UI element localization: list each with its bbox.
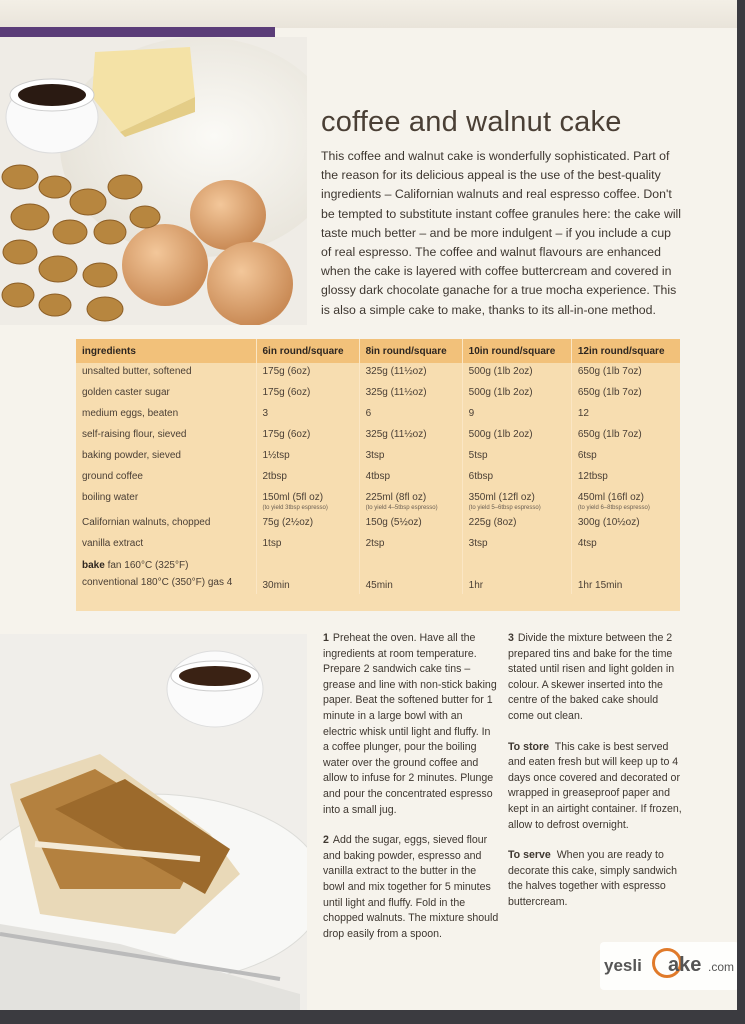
ingredient-name: ground coffee (76, 468, 256, 489)
table-cell: 6 (359, 405, 462, 426)
table-cell: 75g (2½oz) (256, 514, 359, 535)
table-cell: 650g (1lb 7oz) (577, 429, 642, 440)
ingredient-name: vanilla extract (76, 535, 256, 556)
header-6in: 6in round/square (256, 339, 359, 363)
bake-time-value: 1hr (468, 580, 484, 591)
ingredients-photo-illustration (0, 37, 307, 325)
bake-time (571, 556, 680, 594)
table-cell: 6tsp (577, 450, 597, 461)
bake-time-value: 30min (262, 580, 290, 591)
table-cell (359, 489, 462, 514)
header-10in: 10in round/square (462, 339, 571, 363)
store-text: This cake is best served and eaten fresh but will keep up to 4 days once covered and decorated or wrapped in greaseproof paper and kept in an airtight container. If frozen, allow to defrost overnight. (508, 740, 682, 831)
table-cell: 3tsp (462, 535, 571, 556)
serve-note (508, 848, 684, 910)
table-row (76, 535, 680, 556)
table-row (76, 384, 680, 405)
table-cell: 650g (1lb 7oz) (577, 366, 642, 377)
method-step-1 (323, 631, 499, 818)
ingredient-name: self-raising flour, sieved (76, 426, 256, 447)
table-cell: 650g (1lb 7oz) (577, 387, 642, 398)
step-number: 2 (323, 834, 329, 847)
table-row (76, 447, 680, 468)
bake-label: bake (82, 560, 105, 571)
bake-conventional: conventional 180°C (350°F) gas 4 (82, 577, 233, 588)
table-cell: 5tsp (462, 447, 571, 468)
table-cell: 175g (6oz) (256, 426, 359, 447)
table-cell (571, 489, 680, 514)
step-text: Divide the mixture between the 2 prepared tins and bake for the time stated until risen and light golden in colour. A skewer inserted into the centre of the baked cake should come out clean. (508, 632, 675, 722)
serve-text: When you are ready to decorate this cake, simply sandwich the halves together with espresso buttercream. (508, 849, 677, 908)
table-cell (256, 489, 359, 514)
table-cell: 1tsp (256, 535, 359, 556)
cell-note: (to yield 3tbsp espresso) (262, 505, 328, 511)
table-cell (462, 489, 571, 514)
table-cell: 3 (256, 405, 359, 426)
watermark-text-a: yesli (604, 956, 642, 975)
method-step-2 (323, 833, 499, 942)
table-cell: 12tbsp (577, 471, 608, 482)
bake-fan: fan 160°C (325°F) (107, 560, 189, 571)
table-cell: 325g (11½oz) (359, 426, 462, 447)
table-row (76, 489, 680, 514)
table-cell: 300g (10½oz) (577, 517, 640, 528)
table-cell: 4tsp (577, 538, 597, 549)
bake-row (76, 556, 680, 594)
step-text: Preheat the oven. Have all the ingredients at room temperature. Prepare 2 sandwich cake tins – grease and line with non-stick baking paper. Beat the softened butter for 1 minute in a large bowl with an electric whisk until light and fluffy. In a coffee plunger, pour the boiling water over the ground coffee and allow to infuse for 2 minutes. Plunge and pour the concentrated espresso into a small jug. (323, 632, 497, 816)
bake-time (359, 556, 462, 594)
table-cell: 175g (6oz) (256, 384, 359, 405)
ingredients-table (76, 339, 680, 611)
method-column-right (508, 631, 684, 926)
table-row (76, 363, 680, 384)
header-12in: 12in round/square (571, 339, 680, 363)
method-column-left (323, 631, 499, 957)
step-number: 1 (323, 632, 329, 644)
table-cell: 325g (11½oz) (359, 363, 462, 384)
ingredient-name: baking powder, sieved (76, 447, 256, 468)
table-cell: 175g (6oz) (256, 363, 359, 384)
header-ingredients: ingredients (76, 339, 256, 363)
table-cell: 2tbsp (256, 468, 359, 489)
cake-photo (0, 634, 307, 1010)
store-label: To store (508, 740, 550, 753)
cake-photo-illustration (0, 634, 307, 1010)
bake-time (256, 556, 359, 594)
table-row (76, 405, 680, 426)
top-band (0, 0, 738, 28)
step-text: Add the sugar, eggs, sieved flour and baking powder, espresso and vanilla extract to the butter in the bowl and mix together for 5 minutes until light and fluffy. Fold in the chopped walnuts. The mixture should drop easily from a spoon. (323, 834, 499, 940)
ingredients-photo (0, 37, 307, 325)
cell-value: 150ml (5fl oz) (262, 492, 324, 503)
ingredient-name: unsalted butter, softened (76, 363, 256, 384)
table-cell: 500g (1lb 2oz) (462, 384, 571, 405)
store-note (508, 740, 684, 834)
table-cell: 500g (1lb 2oz) (462, 426, 571, 447)
cell-value: 450ml (16fl oz) (577, 492, 644, 503)
table-row (76, 468, 680, 489)
ingredient-name: Californian walnuts, chopped (76, 514, 256, 535)
watermark-logo (600, 942, 738, 990)
table-cell: 3tsp (359, 447, 462, 468)
step-number: 3 (508, 632, 514, 644)
ingredient-name: golden caster sugar (76, 384, 256, 405)
table-cell: 6tbsp (462, 468, 571, 489)
ingredient-name: medium eggs, beaten (76, 405, 256, 426)
table-cell: 325g (11½oz) (359, 384, 462, 405)
book-edge-right (737, 0, 745, 1024)
table-row (76, 426, 680, 447)
purple-band (0, 27, 275, 37)
bake-time-value: 45min (365, 580, 393, 591)
table-header-row (76, 339, 680, 363)
watermark-text-d: .com (708, 960, 735, 974)
serve-label: To serve (508, 849, 551, 862)
header-8in: 8in round/square (359, 339, 462, 363)
cell-value: 350ml (12fl oz) (468, 492, 535, 503)
ingredient-name: boiling water (76, 489, 256, 514)
watermark-text-c: ake (668, 954, 702, 976)
recipe-title: coffee and walnut cake (321, 106, 622, 138)
table-cell: 2tsp (359, 535, 462, 556)
cell-note: (to yield 5–6tbsp espresso) (468, 505, 541, 511)
method-step-3 (508, 631, 684, 725)
table-cell: 4tbsp (359, 468, 462, 489)
bake-info (76, 556, 256, 594)
table-cell: 225g (8oz) (462, 514, 571, 535)
recipe-intro: This coffee and walnut cake is wonderfully sophisticated. Part of the reason for its delicious appeal is the use of the best-quality ingredients – Californian walnuts and real espresso coffee. Don't be tempted to substitute instant coffee granules here: the cake will taste much better – and be more indulgent – if you include a cup of real espresso. The coffee and walnut flavours are enhanced when the cake is layered with coffee buttercream and covered in glossy dark chocolate ganache for a true mocha experience. This is also a simple cake to make, thanks to its all-in-one method. (321, 149, 682, 317)
table-cell: 500g (1lb 2oz) (462, 363, 571, 384)
bake-time (462, 556, 571, 594)
cell-value: 225ml (8fl oz) (365, 492, 427, 503)
table-cell: 150g (5½oz) (359, 514, 462, 535)
table-row (76, 514, 680, 535)
bake-time-value: 1hr 15min (577, 580, 623, 591)
cell-note: (to yield 4–5tbsp espresso) (365, 505, 438, 511)
cell-note: (to yield 6–8tbsp espresso) (577, 505, 650, 511)
table-cell: 12 (577, 408, 589, 419)
book-edge-bottom (0, 1010, 745, 1024)
table-cell: 9 (462, 405, 571, 426)
table-cell: 1½tsp (256, 447, 359, 468)
